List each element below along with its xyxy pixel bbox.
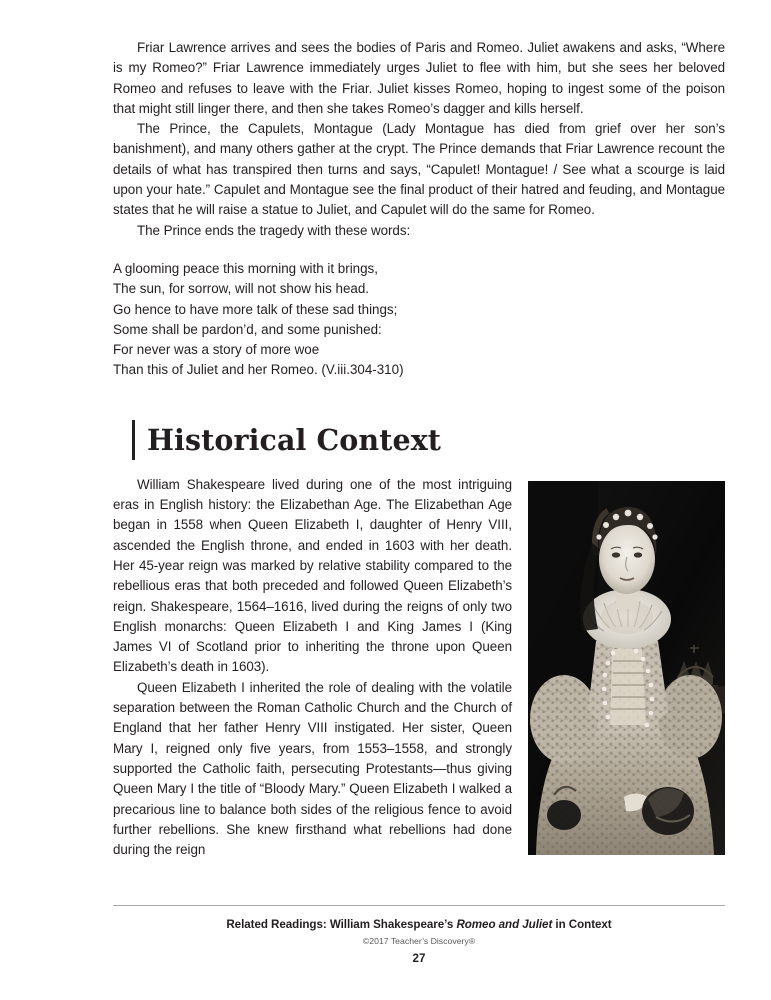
heading-accent-bar [132,420,135,460]
queen-elizabeth-portrait-image [528,481,725,855]
page-number: 27 [412,952,426,965]
footer-copyright: ©2017 Teacher’s Discovery® [362,936,476,946]
footer-divider [113,905,725,906]
summary-paragraph-3: The Prince ends the tragedy with these words: [137,222,411,238]
page-content [113,38,725,860]
verse-line: The sun, for sorrow, will not show his head. [113,281,370,297]
portrait-illustration [528,481,725,855]
verse-line: Go hence to have more talk of these sad things; [113,301,398,317]
verse-line: Some shall be pardon’d, and some punished: [113,321,382,337]
verse-line: A glooming peace this morning with it brings, [113,260,378,276]
section-paragraph-2: Queen Elizabeth I inherited the role of dealing with the volatile separation between the Roman Catholic Church and the Church of England that her father Henry VIII instigated. Her sister, Queen Mary I, reigned only five years, from 1553–1558, and strongly supported the Catholic faith, persecuting Protestants—thus giving Queen Mary I the title of “Bloody Mary.” Queen Elizabeth I walked a precarious line to balance both sides of the religious fence to avoid further rebellions. She knew firsthand what rebellions had done during the reign [113,679,512,858]
footer-title-prefix: Related Readings: William Shakespeare’s [226,918,457,931]
footer-title-suffix: in Context [552,918,612,931]
page-footer [113,905,725,966]
verse-block [113,259,725,381]
section-heading [113,417,725,463]
verse-line: Than this of Juliet and her Romeo. (V.iii.304-310) [113,362,404,378]
summary-paragraph-2: The Prince, the Capulets, Montague (Lady Montague has died from grief over her son’s banishment), and many others gather at the crypt. The Prince demands that Friar Lawrence recount the details of what has transpired then turns and says, “Capulet! Montague! / See what a scourge is laid upon your hate.” Capulet and Montague see the final product of their hatred and feuding, and Montague states that he will raise a statue to Juliet, and Capulet will do the same for Romeo. [113,121,725,218]
verse-line: For never was a story of more woe [113,342,320,358]
summary-paragraph-1: Friar Lawrence arrives and sees the bodies of Paris and Romeo. Juliet awakens and asks, “Where is my Romeo?” Friar Lawrence immediately urges Juliet to flee with him, but she sees her beloved Romeo and refuses to leave with the Friar. Juliet kisses Romeo, hoping to ingest some of the poison that might still linger there, and then she takes Romeo’s dagger and kills herself. [113,40,725,116]
section-paragraph-1: William Shakespeare lived during one of the most intriguing eras in English history: the Elizabethan Age. The Elizabethan Age began in 1558 when Queen Elizabeth I, daughter of Henry VIII, ascended the English throne, and ended in 1603 with her death. Her 45-year reign was marked by relative stability compared to the rebellious eras that both preceded and followed Queen Elizabeth’s reign. Shakespeare, 1564–1616, lived during the reigns of only two English monarchs: Queen Elizabeth I and King James I (King James VI of Scotland prior to inheriting the throne upon Queen Elizabeth’s death in 1603). [113,476,512,675]
section-heading-text: Historical Context [147,422,442,457]
footer-title-italic: Romeo and Juliet [456,918,553,931]
footer-title [113,917,725,932]
section-body [113,475,725,861]
